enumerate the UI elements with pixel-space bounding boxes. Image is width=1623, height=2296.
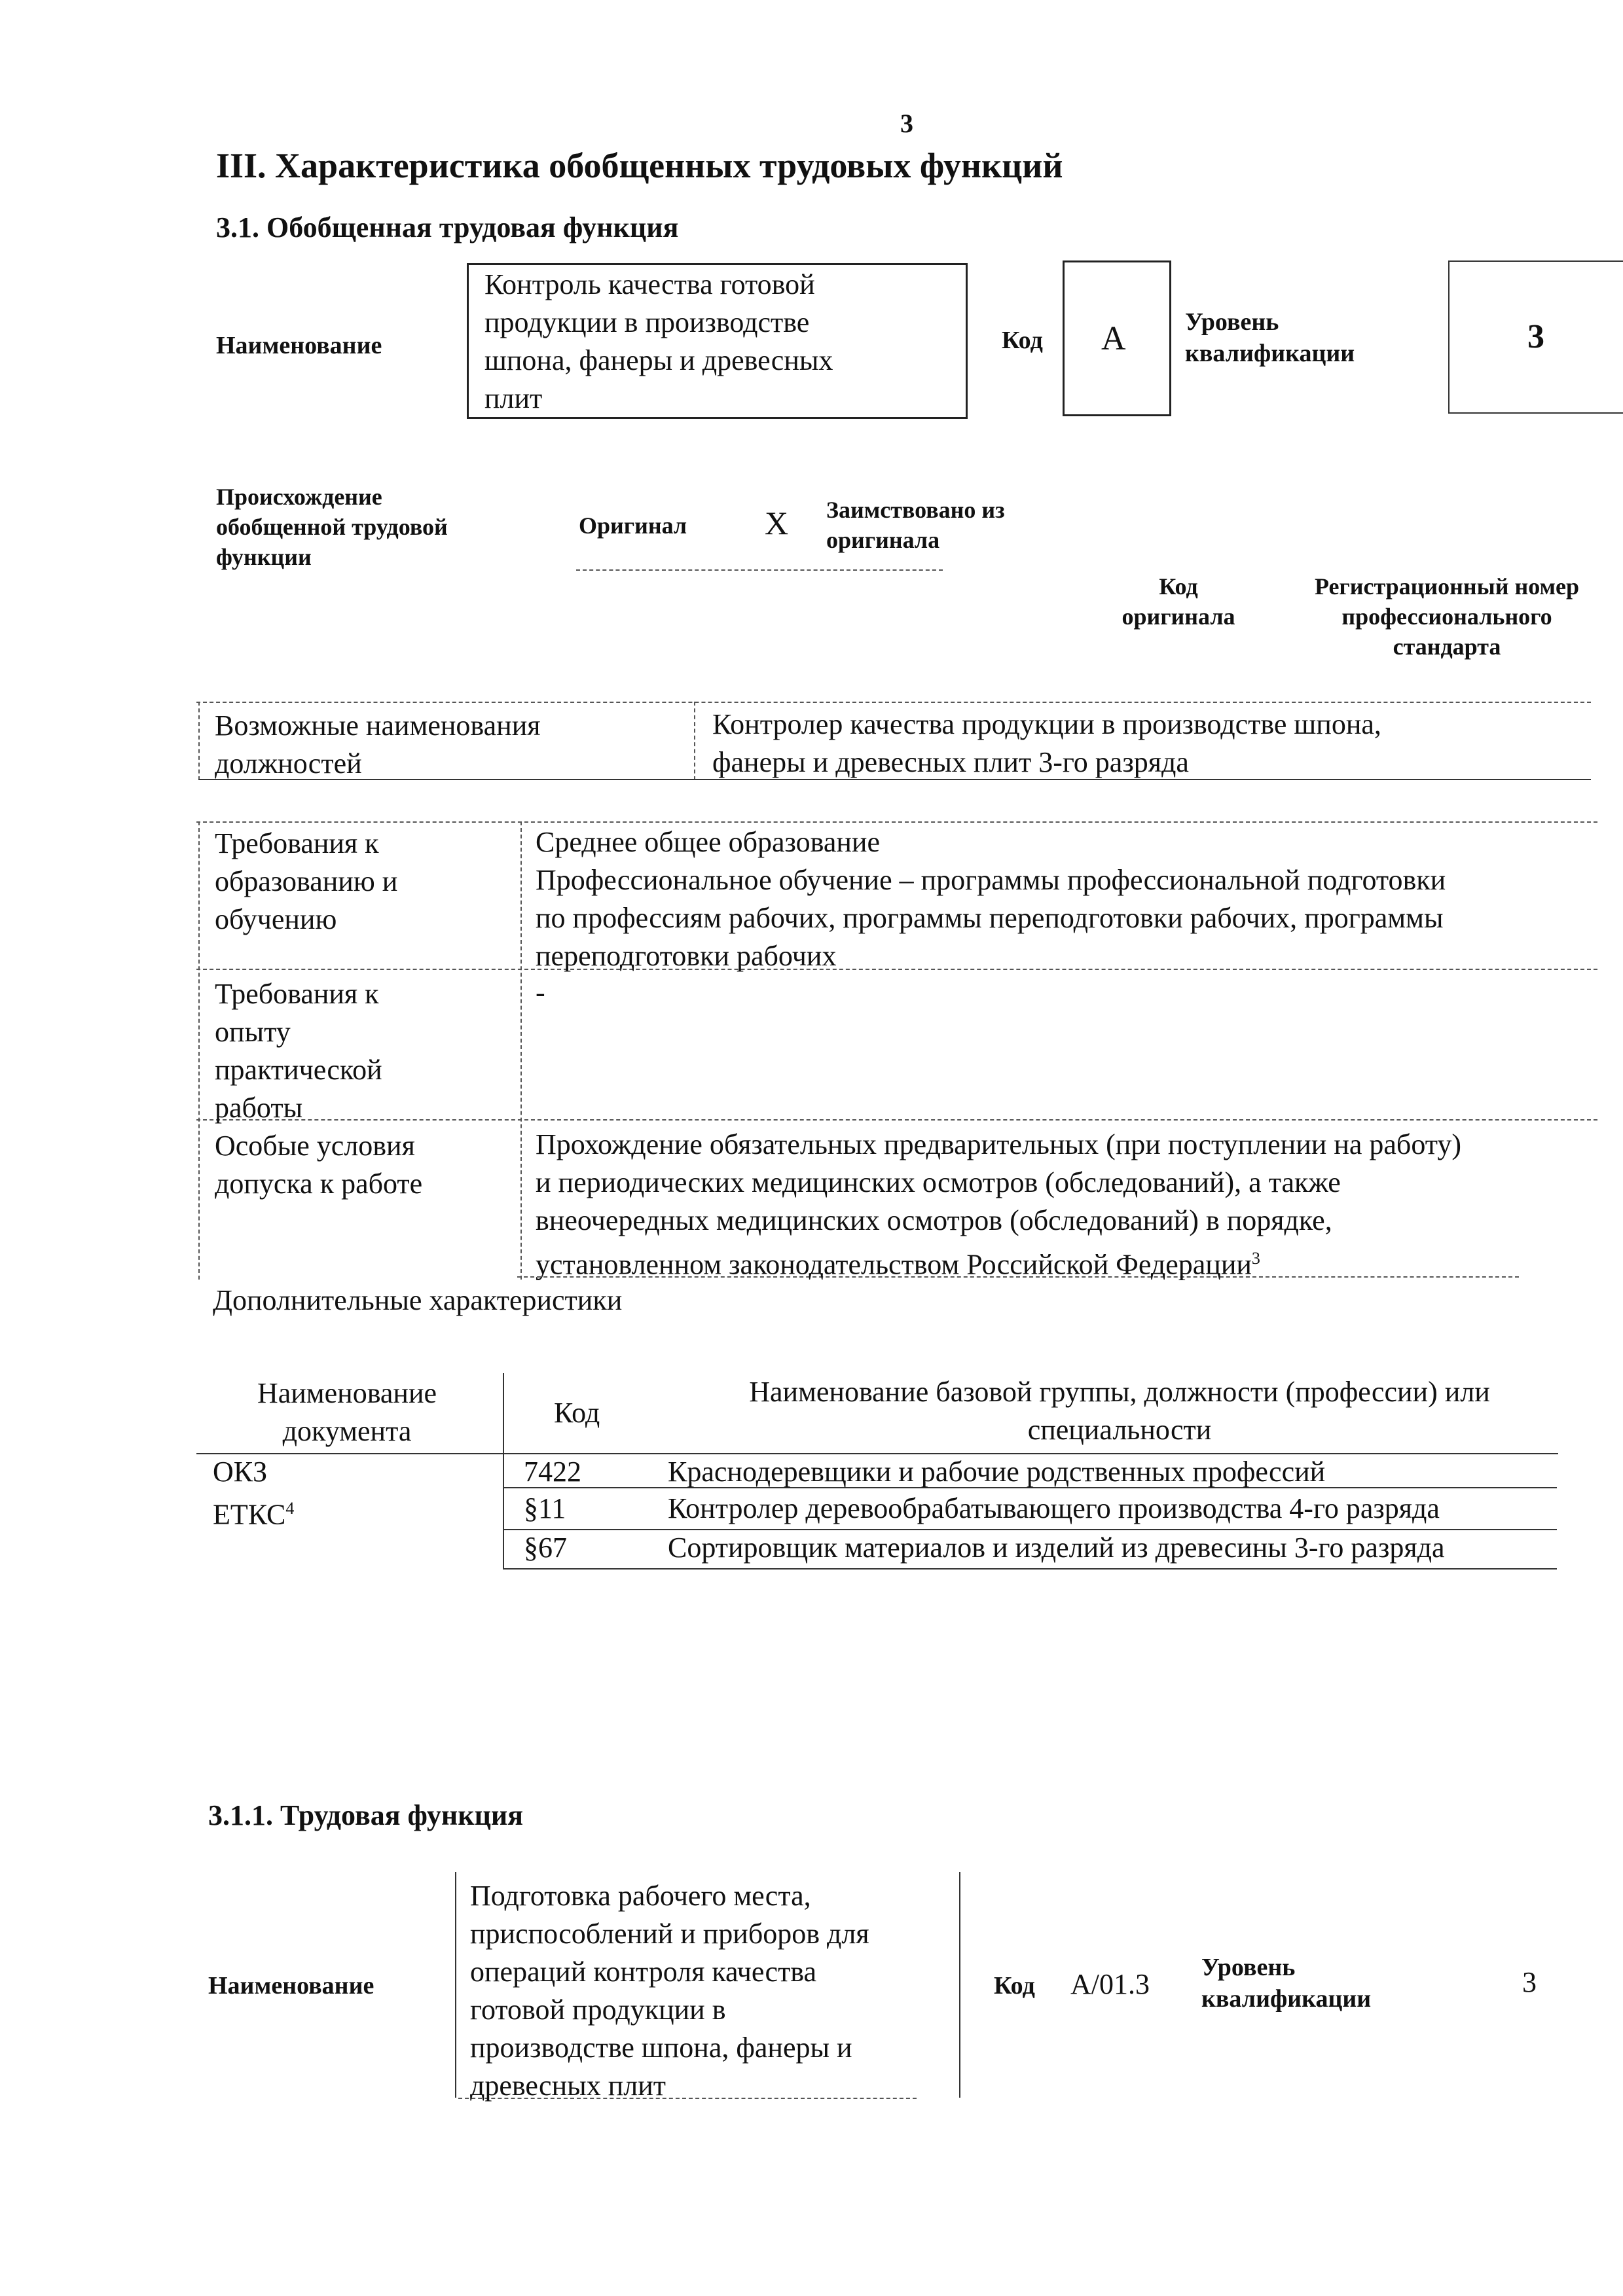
req-top-line <box>196 821 1597 823</box>
tf-code-value: А/01.3 <box>1070 1968 1150 2000</box>
education-label <box>215 825 397 939</box>
borrowed-label <box>826 495 1005 555</box>
addl-row-code: 7422 <box>524 1456 581 1488</box>
tf-name-line: древесных плит <box>470 2070 666 2102</box>
tf-level-label-line: Уровень <box>1201 1954 1296 1981</box>
reg-number-label <box>1290 571 1604 662</box>
addl-col-name-line: Наименование базовой группы, должности (профессии) или <box>749 1376 1490 1408</box>
origin-label-line: Происхождение <box>216 484 382 510</box>
addl-row-doc <box>213 1490 294 1534</box>
addl-col-name <box>661 1373 1578 1449</box>
reg-number-line: профессионального <box>1341 603 1552 630</box>
gtf-level-label-line: квалификации <box>1185 340 1355 367</box>
code-original-line: оригинала <box>1122 603 1235 630</box>
gtf-code-value: А <box>1101 320 1126 357</box>
addl-row-name: Краснодеревщики и рабочие родственных профессий <box>668 1456 1326 1488</box>
special-value-line: Прохождение обязательных предварительных (при поступлении на работу) <box>536 1128 1462 1160</box>
additional-heading: Дополнительные характеристики <box>213 1284 623 1316</box>
addl-row-code: §11 <box>524 1492 566 1524</box>
positions-value <box>712 706 1381 781</box>
addl-col-code: Код <box>554 1397 600 1429</box>
addl-col-name-line: специальности <box>1027 1414 1212 1446</box>
special-value <box>536 1126 1461 1284</box>
tf-heading: 3.1.1. Трудовая функция <box>208 1799 524 1831</box>
origin-dotted-line <box>576 569 943 571</box>
addl-row-code: §67 <box>524 1532 567 1564</box>
gtf-heading: 3.1. Обобщенная трудовая функция <box>216 211 679 243</box>
tf-box-left <box>455 1872 456 2098</box>
addl-col-doc-line: документа <box>282 1415 412 1447</box>
borrowed-label-line: оригинала <box>826 527 940 553</box>
tf-box-right <box>959 1872 960 2098</box>
positions-label <box>215 707 541 783</box>
addl-col-doc-line: Наименование <box>257 1377 437 1409</box>
education-label-line: обучению <box>215 903 337 935</box>
origin-label-line: обобщенной трудовой <box>216 514 448 540</box>
gtf-name-line: продукции в производстве <box>484 306 810 338</box>
original-mark: X <box>765 505 789 541</box>
footnote-ref: 4 <box>285 1499 295 1518</box>
reg-number-line: стандарта <box>1393 634 1501 660</box>
gtf-name-value <box>484 266 833 418</box>
code-original-line: Код <box>1159 573 1198 600</box>
gtf-level-box-left <box>1448 260 1450 412</box>
positions-top-line <box>196 702 1591 703</box>
education-label-line: образованию и <box>215 865 398 897</box>
tf-level-label-line: квалификации <box>1201 1985 1372 2013</box>
gtf-name-label: Наименование <box>216 332 382 359</box>
original-label: Оригинал <box>579 512 687 539</box>
positions-left-line <box>198 702 200 780</box>
origin-label <box>216 482 448 572</box>
tf-name-line: готовой продукции в <box>470 1994 726 2026</box>
education-value-line: Профессиональное обучение – программы профессиональной подготовки <box>536 864 1446 896</box>
positions-value-line: фанеры и древесных плит 3-го разряда <box>712 746 1189 778</box>
gtf-level-box-top <box>1448 260 1623 262</box>
special-label <box>215 1127 422 1203</box>
special-value-line: внеочередных медицинских осмотров (обследований) в порядке, <box>536 1204 1332 1236</box>
addl-row-name: Сортировщик материалов и изделий из древесины 3-го разряда <box>668 1532 1445 1564</box>
req-mid-line <box>520 821 522 1280</box>
education-value-line: Среднее общее образование <box>536 826 881 858</box>
addl-col1-line <box>503 1373 504 1570</box>
experience-label <box>215 975 382 1127</box>
gtf-name-line: Контроль качества готовой <box>484 268 815 300</box>
gtf-name-line: плит <box>484 382 543 414</box>
req-left-line <box>198 821 200 1280</box>
special-label-line: допуска к работе <box>215 1168 423 1200</box>
footnote-ref: 3 <box>1251 1249 1260 1268</box>
experience-label-line: работы <box>215 1092 303 1124</box>
tf-name-line: приспособлений и приборов для <box>470 1918 869 1950</box>
addl-col-doc <box>236 1374 458 1450</box>
positions-value-line: Контролер качества продукции в производстве шпона, <box>712 708 1381 740</box>
gtf-level-label-line: Уровень <box>1185 308 1279 336</box>
tf-level-label <box>1201 1952 1371 2015</box>
experience-value: - <box>536 977 545 1009</box>
gtf-name-line: шпона, фанеры и древесных <box>484 344 833 376</box>
experience-label-line: практической <box>215 1054 382 1086</box>
tf-name-label: Наименование <box>208 1972 374 2000</box>
req-row2-line <box>196 1119 1597 1121</box>
positions-label-line: Возможные наименования <box>215 709 541 742</box>
page-number: 3 <box>900 109 913 138</box>
borrowed-label-line: Заимствовано из <box>826 497 1005 523</box>
tf-name-value <box>470 1877 869 2105</box>
gtf-level-value: 3 <box>1527 318 1544 355</box>
tf-level-value: 3 <box>1522 1966 1537 1998</box>
addl-row3-line <box>503 1568 1557 1570</box>
section-title: III. Характеристика обобщенных трудовых функций <box>216 146 1063 185</box>
experience-label-line: Требования к <box>215 978 379 1010</box>
special-value-line <box>536 1240 1461 1284</box>
positions-label-line: должностей <box>215 747 362 780</box>
gtf-level-box-bottom <box>1448 412 1623 414</box>
positions-mid-line <box>694 702 695 780</box>
education-value-line: переподготовки рабочих <box>536 940 837 972</box>
origin-label-line: функции <box>216 544 312 570</box>
addl-row-name: Контролер деревообрабатывающего производства 4-го разряда <box>668 1492 1440 1524</box>
gtf-code-label: Код <box>1002 327 1043 354</box>
special-label-line: Особые условия <box>215 1130 415 1162</box>
addl-row-doc: ОКЗ <box>213 1456 268 1488</box>
tf-name-line: операций контроля качества <box>470 1956 817 1988</box>
tf-name-line: производстве шпона, фанеры и <box>470 2032 852 2064</box>
tf-code-label: Код <box>994 1972 1035 2000</box>
education-value <box>536 823 1446 975</box>
special-value-text: установленном законодательством Российской Федерации <box>536 1248 1252 1281</box>
code-original-label <box>1100 571 1257 632</box>
education-label-line: Требования к <box>215 827 379 859</box>
special-value-line: и периодических медицинских осмотров (обследований), а также <box>536 1166 1341 1198</box>
gtf-level-label <box>1185 306 1355 369</box>
addl-row-doc-text: ЕТКС <box>213 1498 286 1531</box>
tf-name-line: Подготовка рабочего места, <box>470 1880 811 1912</box>
experience-label-line: опыту <box>215 1016 291 1048</box>
education-value-line: по профессиям рабочих, программы переподготовки рабочих, программы <box>536 902 1444 934</box>
reg-number-line: Регистрационный номер <box>1314 573 1580 600</box>
